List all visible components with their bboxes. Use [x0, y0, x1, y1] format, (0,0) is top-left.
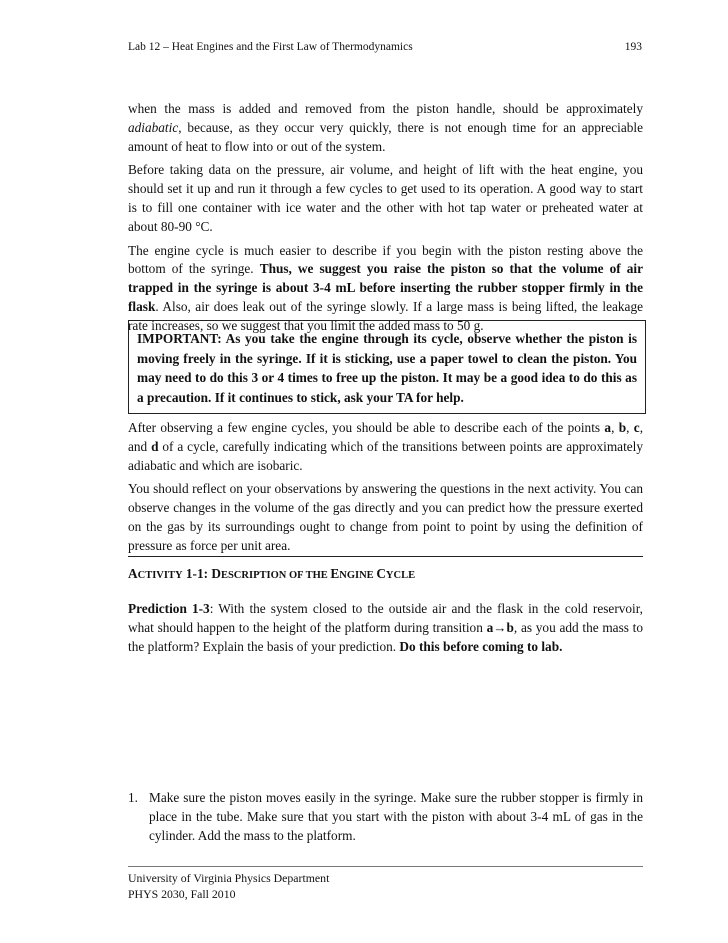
running-footer: [128, 871, 329, 902]
point-label: a: [604, 420, 612, 435]
title-cap: C: [376, 566, 386, 581]
bold-run: Thus, we suggest you raise the piston so that the volume of air trapped in the syringe is about 3-4 mL before inserting the rubber stopper firmly in the flask: [128, 261, 644, 314]
footer-line: University of Virginia Physics Department: [128, 871, 330, 885]
section-divider: [128, 556, 643, 557]
paragraph: [128, 419, 643, 475]
running-header: [128, 41, 642, 53]
title-smallcaps: ESCRIPTION OF THE: [220, 570, 331, 581]
italic-term: adiabatic: [128, 119, 179, 135]
activity-title: [128, 566, 415, 582]
text-run: ,: [611, 420, 619, 435]
intro-section: [128, 100, 643, 341]
point-label: c: [633, 420, 640, 435]
header-title: Lab 12 – Heat Engines and the First Law of Thermodynamics: [128, 41, 413, 53]
footer-line: PHYS 2030, Fall 2010: [128, 886, 236, 901]
text-run: when the mass is added and removed from the piston handle, should be approximately: [128, 101, 643, 116]
text-run: of a cycle, carefully indicating which of the transitions between points are approximately adiabatic and which are isobaric.: [128, 438, 644, 473]
important-box: IMPORTANT: As you take the engine through its cycle, observe whether the piston is moving freely in the syringe. If it is sticking, use a paper towel to clean the piston. You may need to do this 3 or 4 times to free up the piston. It may be a good idea to do this as a precaution. If it continues to stick, ask your TA for help.: [128, 320, 646, 414]
prediction-label: Prediction 1-3: [128, 601, 210, 616]
title-cap: D: [211, 566, 221, 581]
step-number: 1.: [128, 790, 138, 805]
paragraph: [128, 100, 643, 156]
paragraph: [128, 600, 643, 656]
text-run: The engine cycle is much easier to describe if you begin with the piston resting above the bottom of the syringe.: [128, 242, 643, 277]
title-cap: E: [330, 566, 340, 581]
title-cap: A: [128, 566, 138, 581]
step-text: Make sure the piston moves easily in the syringe. Make sure the rubber stopper is firmly in place in the tube. Make sure that you start with the piston with about 3-4 mL of gas in the cylinder. Add the mass to the platform.: [149, 790, 643, 843]
prediction-block: [128, 600, 643, 661]
text-run: :: [209, 601, 219, 616]
page-number: 193: [624, 41, 642, 53]
text-run: , as you add the mass to the platform? Explain the basis of your prediction.: [128, 619, 644, 654]
bold-run: Do this before coming to lab.: [399, 638, 563, 654]
paragraph: You should reflect on your observations by answering the questions in the next activity. You can observe changes in the volume of the gas directly and you can predict how the pressure exerted on the gas by its surroundings ought to change from point to point by using the definition of pressure as force per unit area.: [128, 481, 643, 553]
title-smallcaps: NGINE: [339, 570, 377, 581]
title-smallcaps: YCLE: [385, 570, 416, 581]
text-run: After observing a few engine cycles, you should be able to describe each of the points: [128, 420, 605, 435]
title-smallcaps: CTIVITY: [137, 570, 183, 581]
text-run: . Also, air does leak out of the syringe slowly. If a large mass is being lifted, the leakage rate increases, so we suggest that you limit the added mass to 50 g.: [128, 298, 643, 333]
transition-label: a→b: [486, 619, 514, 635]
footer-divider: [128, 866, 643, 867]
text-run: With the system closed to the outside air and the flask in the cold reservoir, what should happen to the height of the platform during transition: [128, 601, 643, 635]
point-label: d: [151, 438, 159, 454]
text-run: , and: [128, 420, 644, 454]
paragraph: Before taking data on the pressure, air volume, and height of lift with the heat engine, you should set it up and run it through a few cycles to get used to its operation. A good way to start is to fill one container with ice water and the other with hot tap water or preheated water at about 80-90 °C.: [128, 162, 643, 234]
observation-section: [128, 419, 643, 561]
text-run: ,: [626, 420, 634, 435]
text-run: , because, as they occur very quickly, there is not enough time for an appreciable amount of heat to flow into or out of the system.: [128, 119, 643, 154]
point-label: b: [618, 420, 627, 435]
list-item: [128, 788, 643, 845]
title-number: 1-1:: [182, 566, 212, 581]
